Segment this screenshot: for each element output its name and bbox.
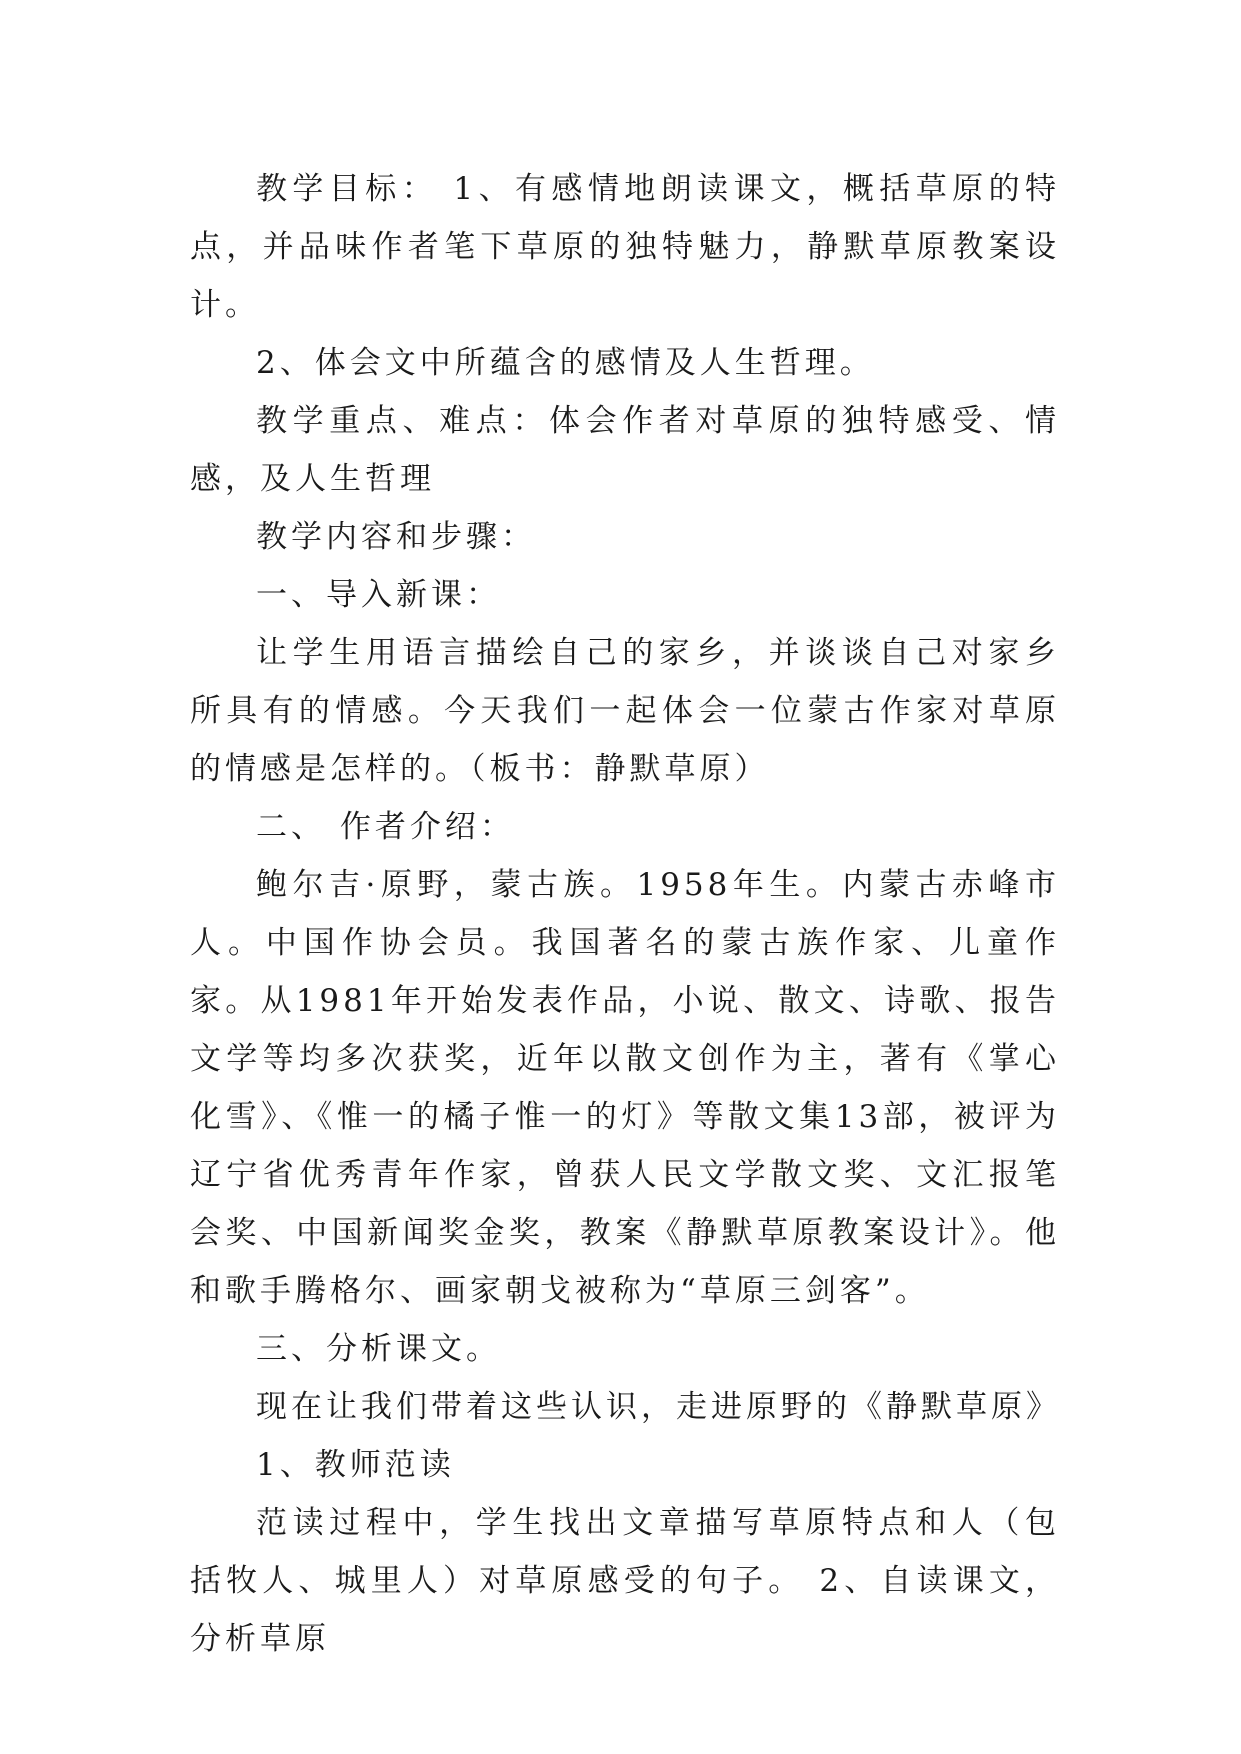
- paragraph-analysis-intro: 现在让我们带着这些认识，走进原野的《静默草原》: [256, 1389, 1061, 1425]
- paragraph-teaching-goals: 教学目标： 1、有感情地朗读课文，概括草原的特点，并品味作者笔下草原的独特魅力，静默草原教案设计。: [190, 171, 1060, 323]
- section-heading-author: 二、 作者介绍：: [256, 809, 515, 845]
- document-body: [190, 160, 1060, 1668]
- paragraph-content-steps: 教学内容和步骤：: [256, 519, 536, 555]
- paragraph-key-points: 教学重点、难点：体会作者对草原的独特感受、情感，及人生哲理: [190, 403, 1060, 497]
- paragraph-intro: 让学生用语言描绘自己的家乡，并谈谈自己对家乡所具有的情感。今天我们一起体会一位蒙古作家对草原的情感是怎样的。（板书：静默草原）: [190, 635, 1060, 787]
- paragraph-reading-process: 范读过程中，学生找出文章描写草原特点和人（包括牧人、城里人）对草原感受的句子。 2、自读课文，分析草原: [190, 1505, 1060, 1657]
- paragraph-goal-2: 2、体会文中所蕴含的感情及人生哲理。: [256, 345, 875, 381]
- section-heading-analysis: 三、分析课文。: [256, 1331, 501, 1367]
- paragraph-author-bio: 鲍尔吉·原野，蒙古族。1958年生。内蒙古赤峰市人。中国作协会员。我国著名的蒙古族作家、儿童作家。从1981年开始发表作品，小说、散文、诗歌、报告文学等均多次获奖，近年以散文创作为主，著有《掌心化雪》、《惟一的橘子惟一的灯》等散文集13部，被评为辽宁省优秀青年作家，曾获人民文学散文奖、文汇报笔会奖、中国新闻奖金奖，教案《静默草原教案设计》。他和歌手腾格尔、画家朝戈被称为“草原三剑客”。: [190, 867, 1060, 1309]
- section-heading-intro: 一、导入新课：: [256, 577, 501, 613]
- paragraph-teacher-reading: 1、教师范读: [256, 1447, 455, 1483]
